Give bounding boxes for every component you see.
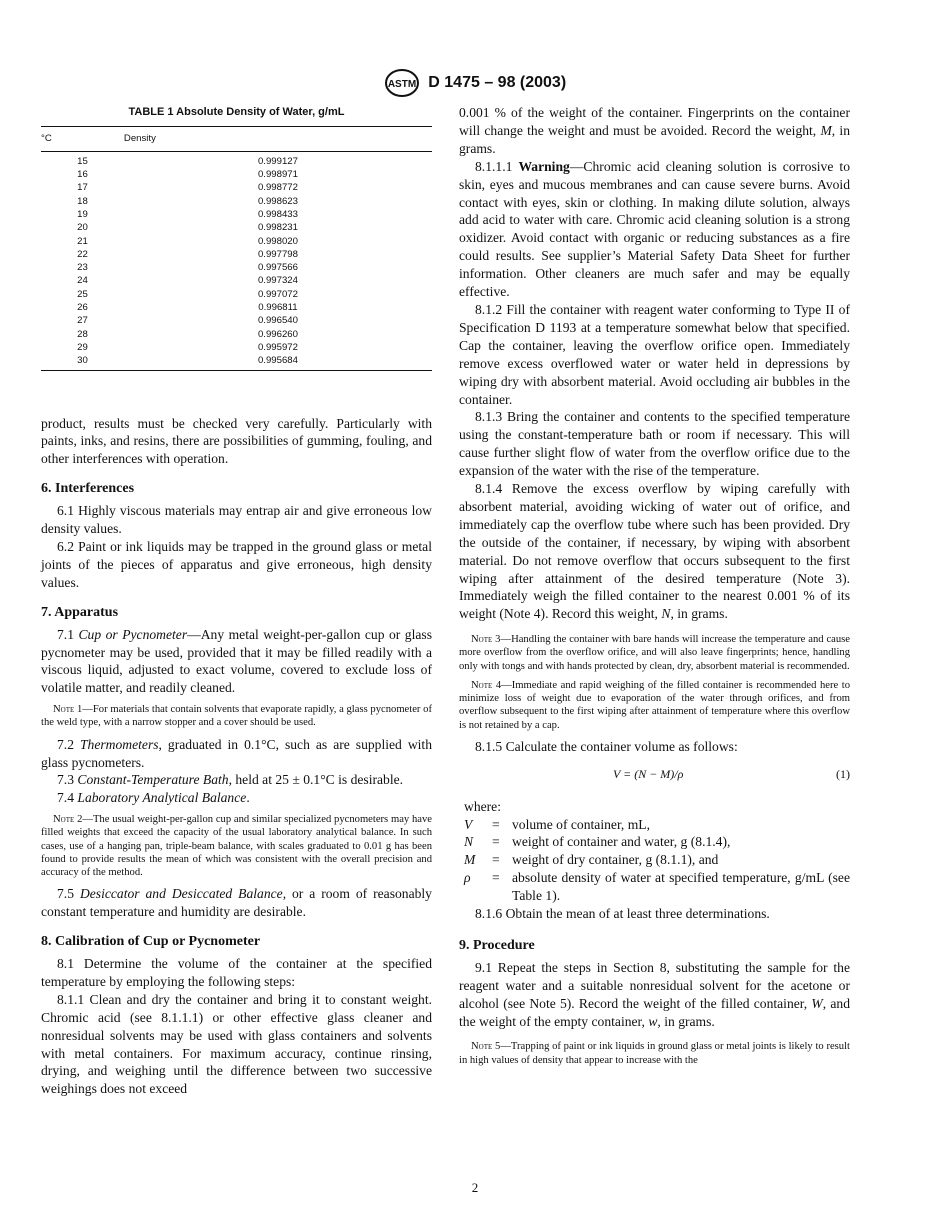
paragraph-8-1-4: 8.1.4 Remove the excess overflow by wiping carefully with absorbent material, avoiding wicking of water out of orifice, and immediately cap the overflow tube where such has been provided. Dry the outside of the container, if necessary, by wiping with absorbent material. Do not remove overflow that occurs subsequent to the first wiping after attainment of the desired temperature (Note 3). Immediately weigh the filled container to the nearest 0.001 % of its weight (Note 4). Record this weight, N, in grams. — [459, 481, 850, 622]
table-row — [41, 248, 432, 261]
definition-text: volume of container, mL, — [512, 816, 650, 832]
table-row — [41, 341, 432, 354]
paragraph-8-1-6: 8.1.6 Obtain the mean of at least three determinations. — [475, 906, 770, 922]
paragraph-7-5: 7.5 Desiccator and Desiccated Balance, or a room of reasonably constant temperature and humidity are desirable. — [41, 886, 432, 920]
paragraph-9-1: 9.1 Repeat the steps in Section 8, substituting the sample for the reagent water and a suitable nonresidual solvent for the acetone or alcohol (see Note 5). Record the weight of the filled container, W, and the weight of the empty container, w, in grams. — [459, 959, 850, 1029]
definition-equals: = — [492, 816, 500, 832]
definition-equals: = — [492, 870, 500, 886]
density-cell: 0.997324 — [257, 275, 298, 287]
temperature-cell: 15 — [77, 155, 88, 167]
density-cell: 0.998020 — [257, 235, 298, 247]
note-4: Note 4—Immediate and rapid weighing of the filled container is recommended here to minimize loss of weight due to evaporation of the water through orifices, and from overflow subsequent to the first wiping after attainment of temperature where this overflow is not retained by a cap. — [459, 679, 850, 731]
temperature-cell: 26 — [77, 302, 88, 314]
definition-equals: = — [492, 852, 500, 868]
where-label: where: — [464, 798, 501, 814]
temperature-cell: 27 — [77, 315, 88, 327]
density-cell: 0.995972 — [257, 341, 298, 353]
density-cell: 0.996540 — [257, 315, 298, 327]
equation-number: (1) — [836, 766, 850, 781]
density-cell: 0.996811 — [258, 302, 298, 314]
paragraph-8-1-1-1: 8.1.1.1 Warning—Chromic acid cleaning solution is corrosive to skin, eyes and mucous membranes and can cause severe burns. Avoid contact with eyes, skin or clothing. In making dilute solution, always add acid to water with care. Chromic acid cleaning solution is a strong oxidizer. Avoid contact with organic or reducing substances as a fire could results. See supplier’s Material Safety Data Sheet for further information. Other cleaners are much safer and may be equally effective. — [459, 158, 850, 300]
table-row — [41, 274, 432, 287]
paragraph-8-1-3: 8.1.3 Bring the container and contents to the specified temperature using the constant-temperature bath or room if necessary. This will cause further slight flow of water from the overflow orifice due to the expansion of the water with the rise of the temperature. — [459, 409, 850, 479]
table-row — [41, 181, 432, 194]
temperature-cell: 30 — [41, 354, 124, 370]
page-number: 2 — [471, 1180, 479, 1195]
density-cell: 0.998433 — [257, 209, 298, 220]
table-row — [41, 314, 432, 327]
table-row — [41, 288, 432, 301]
temperature-cell: 29 — [77, 341, 88, 353]
left-column — [41, 104, 432, 1098]
paragraph-6-2: 6.2 Paint or ink liquids may be trapped in the ground glass or metal joints of the pieces of apparatus and give erroneous, high density values. — [41, 539, 432, 590]
temperature-cell: 21 — [77, 235, 88, 247]
temperature-cell: 25 — [77, 288, 88, 300]
definition-symbol: M — [464, 852, 476, 868]
paragraph-8-1-5: 8.1.5 Calculate the container volume as follows: — [475, 738, 738, 754]
paragraph-7-2: 7.2 Thermometers, graduated in 0.1°C, such as are supplied with glass pycnometers. — [41, 736, 432, 770]
density-cell: 0.998231 — [257, 222, 298, 234]
density-cell: 0.998623 — [257, 195, 298, 207]
equation-1 — [459, 766, 850, 784]
temperature-cell: 19 — [77, 209, 88, 220]
right-column — [459, 104, 850, 1073]
section-7-heading: 7. Apparatus — [41, 604, 119, 620]
density-cell: 0.997798 — [257, 248, 298, 260]
paragraph-8-1-2: 8.1.2 Fill the container with reagent water conforming to Type II of Specification D 1193 at a temperature somewhat below that specified. Cap the container, leaving the overflow orifice open. Immediately remove excess overflowed water or water held in depressions by wiping dry with absorbent material. Avoid occluding air bubbles in the container. — [459, 301, 850, 407]
note-1: Note 1—For materials that contain solvents that evaporate rapidly, a glass pycnometer of the weld type, with a narrow stopper and a cover should be used. — [41, 704, 432, 729]
table-header-density: Density — [124, 126, 432, 151]
document-header — [0, 68, 950, 98]
paragraph-7-1: 7.1 Cup or Pycnometer—Any metal weight-per-gallon cup or glass pycnometer may be used, provided that it may be filled readily with a viscous liquid, adjusted to exact volume, covered to exclude loss of volatile matter, and readily cleaned. — [41, 626, 432, 696]
note-5: Note 5—Trapping of paint or ink liquids in ground glass or metal joints is likely to result in high values of density that appear to increase with the — [459, 1041, 850, 1066]
density-cell: 0.999127 — [257, 155, 298, 167]
section-6-heading: 6. Interferences — [41, 481, 135, 497]
definition-row — [459, 833, 850, 851]
table-row — [41, 328, 432, 341]
temperature-cell: 18 — [77, 195, 88, 207]
definition-symbol: N — [464, 834, 474, 850]
density-cell: 0.998971 — [257, 169, 298, 181]
temperature-cell: 28 — [77, 328, 88, 340]
temperature-cell: 20 — [77, 222, 88, 234]
note-2: Note 2—The usual weight-per-gallon cup and similar specialized pycnometers may have filled weights that exceed the capacity of the usual laboratory analytical balance. In such cases, use of a hanging pan, triple-beam balance, with scales graduated to 0.01 g has been found to provide results the mean of which was consistent with the overall precision and accuracy of the method. — [41, 814, 432, 879]
density-cell: 0.997072 — [257, 288, 298, 300]
density-cell: 0.996260 — [257, 328, 298, 340]
astm-logo-icon — [384, 68, 420, 98]
paragraph-8-1-1: 8.1.1 Clean and dry the container and bring it to constant weight. Chromic acid (see 8.1.1.1) or other effective glass cleaner and nonresidual solvents may be used with glass containers and solvents with metal containers. For maximum accuracy, continue rinsing, drying, and weighing until the difference between two successive weighings does not exceed — [41, 991, 432, 1097]
table-header-celsius: °C — [41, 126, 124, 151]
definition-row — [459, 816, 850, 834]
temperature-cell: 23 — [77, 262, 88, 274]
equation-formula: V = (N − M)/ρ — [613, 766, 684, 781]
table-row — [41, 168, 432, 181]
table-row — [41, 261, 432, 274]
temperature-cell: 24 — [77, 275, 88, 287]
definition-equals: = — [492, 834, 500, 850]
definition-text: absolute density of water at specified temperature, g/mL (see Table 1). — [512, 870, 850, 904]
section-8-heading: 8. Calibration of Cup or Pycnometer — [41, 934, 261, 950]
table-row — [41, 301, 432, 314]
density-cell: 0.995684 — [124, 354, 432, 370]
definition-symbol: V — [464, 816, 473, 832]
paragraph-8-1: 8.1 Determine the volume of the container at the specified temperature by employing the following steps: — [41, 956, 432, 989]
variable-definitions — [459, 816, 850, 906]
temperature-cell: 22 — [77, 248, 88, 260]
temperature-cell: 17 — [77, 182, 88, 194]
astm-logo-text: ASTM — [387, 79, 416, 90]
table-row — [41, 354, 432, 370]
paragraph-continuation-right: 0.001 % of the weight of the container. Fingerprints on the container will change the weight and must be avoided. Record the weight, M, in grams. — [459, 105, 851, 156]
definition-text: weight of container and water, g (8.1.4), — [512, 834, 731, 850]
table-row — [41, 195, 432, 208]
temperature-cell: 16 — [77, 169, 88, 181]
table-row — [41, 151, 432, 168]
paragraph-6-1: 6.1 Highly viscous materials may entrap air and give erroneous low density values. — [41, 503, 432, 537]
section-9-heading: 9. Procedure — [459, 937, 535, 953]
definition-symbol: ρ — [464, 870, 471, 886]
note-3: Note 3—Handling the container with bare hands will increase the temperature and cause more overflow from the overflow orifice, and will also leave fingerprints; hence, handling only with tongs and with hands protected by clean, dry, absorbent material is recommended. — [459, 634, 851, 672]
definition-row — [459, 869, 850, 905]
table1-title: TABLE 1 Absolute Density of Water, g/mL — [128, 106, 345, 118]
table-row — [41, 221, 432, 234]
document-designation: D 1475 – 98 (2003) — [428, 74, 567, 92]
water-density-table — [41, 126, 432, 371]
paragraph-7-3: 7.3 Constant-Temperature Bath, held at 25 ± 0.1°C is desirable. — [57, 772, 404, 788]
density-cell: 0.997566 — [257, 262, 298, 274]
density-cell: 0.998772 — [257, 182, 298, 194]
table-row — [41, 208, 432, 221]
definition-row — [459, 851, 850, 869]
table-row — [41, 235, 432, 248]
paragraph-7-4: 7.4 Laboratory Analytical Balance. — [57, 790, 250, 806]
paragraph-continuation: product, results must be checked very carefully. Particularly with paints, inks, and resins, there are possibilities of gumming, fouling, and other interferences with operation. — [41, 415, 432, 467]
definition-text: weight of dry container, g (8.1.1), and — [512, 852, 719, 868]
